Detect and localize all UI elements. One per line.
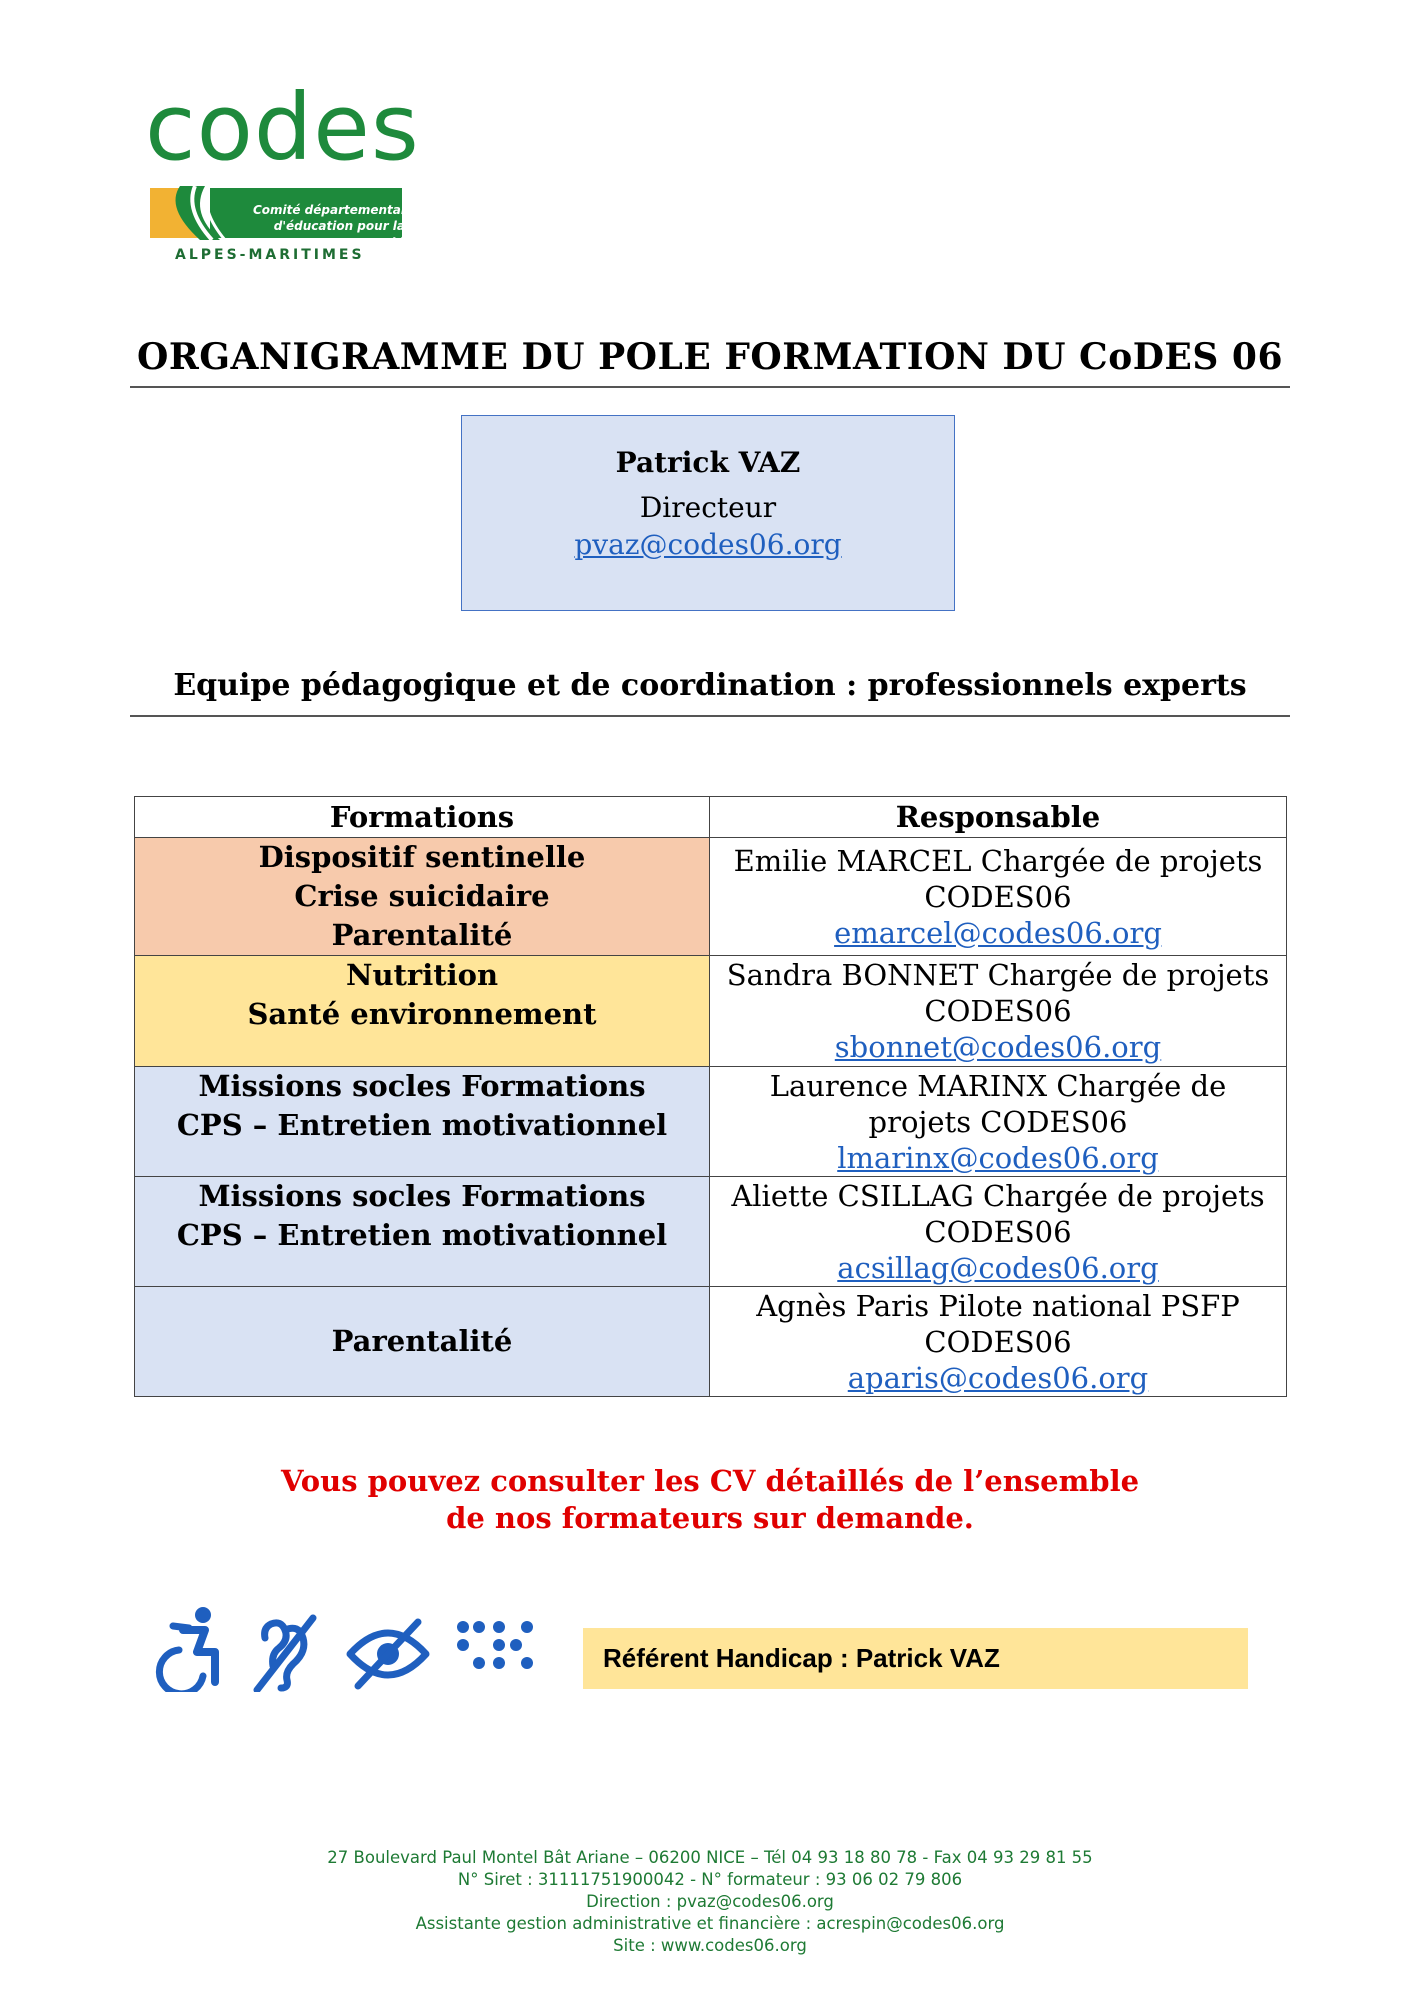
director-email-link[interactable]: pvaz@codes06.org bbox=[574, 528, 842, 561]
formations-cell: Dispositif sentinelle Crise suicidaire Parentalité bbox=[135, 838, 710, 956]
table-row bbox=[135, 1287, 1287, 1397]
responsable-cell: Agnès Paris Pilote national PSFP CODES06 aparis@codes06.org bbox=[710, 1287, 1287, 1397]
logo-wordmark: codes bbox=[145, 74, 420, 181]
referent-handicap-text: Référent Handicap : Patrick VAZ bbox=[603, 1643, 1000, 1673]
footer-assistant: Assistante gestion administrative et financière : acrespin@codes06.org bbox=[415, 1914, 1005, 1933]
team-subtitle: Equipe pédagogique et de coordination : professionnels experts bbox=[173, 668, 1247, 703]
responsable-cell: Emilie MARCEL Chargée de projets CODES06 emarcel@codes06.org bbox=[710, 838, 1287, 956]
subtitle-rule bbox=[130, 715, 1290, 717]
page-title: ORGANIGRAMME DU POLE FORMATION DU CoDES 06 bbox=[137, 336, 1283, 378]
footer-site: Site : www.codes06.org bbox=[613, 1936, 807, 1955]
table-row bbox=[135, 838, 1287, 956]
responsable-email-link[interactable]: emarcel@codes06.org bbox=[834, 915, 1162, 950]
responsable-cell: Laurence MARINX Chargée de projets CODES06 lmarinx@codes06.org bbox=[710, 1067, 1287, 1177]
responsable-email-link[interactable]: acsillag@codes06.org bbox=[837, 1250, 1159, 1285]
footer bbox=[130, 1847, 1290, 1957]
logo-region: ALPES-MARITIMES bbox=[175, 247, 365, 263]
hearing-impaired-icon bbox=[251, 1614, 319, 1692]
footer-direction: Direction : pvaz@codes06.org bbox=[586, 1892, 834, 1911]
title-rule bbox=[130, 386, 1290, 388]
formations-cell: Nutrition Santé environnement bbox=[135, 956, 710, 1067]
footer-address: 27 Boulevard Paul Montel Bât Ariane – 06200 NICE – Tél 04 93 18 80 78 - Fax 04 93 29 81 55 bbox=[327, 1848, 1093, 1867]
responsable-cell: Sandra BONNET Chargée de projets CODES06 sbonnet@codes06.org bbox=[710, 956, 1287, 1067]
formations-cell: Parentalité bbox=[135, 1287, 710, 1397]
visually-impaired-icon bbox=[346, 1616, 430, 1690]
footer-siret: N° Siret : 31111751900042 - N° formateur : 93 06 02 79 806 bbox=[457, 1870, 963, 1889]
formations-cell: Missions socles Formations CPS – Entretien motivationnel bbox=[135, 1067, 710, 1177]
header-responsable: Responsable bbox=[710, 797, 1287, 838]
braille-icon bbox=[456, 1620, 534, 1674]
header-formations: Formations bbox=[135, 797, 710, 838]
cv-notice: Vous pouvez consulter les CV détaillés de l’ensemble de nos formateurs sur demande. bbox=[280, 1464, 1140, 1535]
responsable-email-link[interactable]: lmarinx@codes06.org bbox=[837, 1140, 1159, 1175]
director-role: Directeur bbox=[639, 491, 777, 524]
responsable-cell: Aliette CSILLAG Chargée de projets CODES06 acsillag@codes06.org bbox=[710, 1177, 1287, 1287]
referent-handicap-box bbox=[583, 1628, 1248, 1689]
responsable-email-link[interactable]: sbonnet@codes06.org bbox=[834, 1030, 1162, 1064]
table-header-row bbox=[135, 797, 1287, 838]
wheelchair-icon bbox=[153, 1606, 225, 1692]
codes-logo bbox=[145, 74, 420, 265]
responsable-email-link[interactable]: aparis@codes06.org bbox=[847, 1360, 1149, 1395]
table-row bbox=[135, 1067, 1287, 1177]
director-name: Patrick VAZ bbox=[615, 446, 801, 479]
table-row bbox=[135, 956, 1287, 1067]
director-box bbox=[461, 415, 955, 611]
formations-table bbox=[134, 796, 1287, 1397]
table-row bbox=[135, 1177, 1287, 1287]
logo-tagline: Comité départemental d'éducation pour la santé bbox=[252, 203, 405, 249]
formations-cell: Missions socles Formations CPS – Entretien motivationnel bbox=[135, 1177, 710, 1287]
